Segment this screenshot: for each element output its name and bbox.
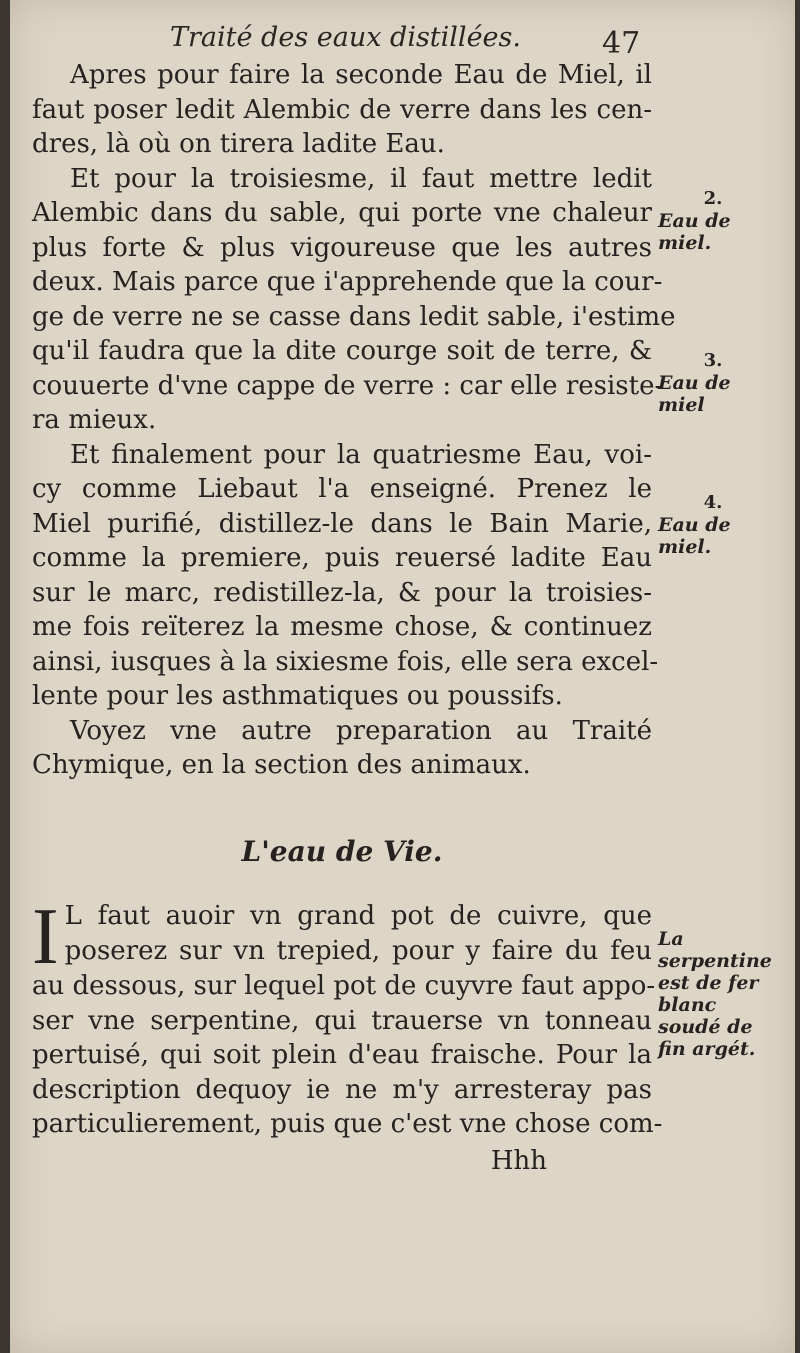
text-line: L faut auoir vn grand pot de cuivre, que xyxy=(64,901,652,931)
paragraph xyxy=(32,714,652,783)
text-line: deux. Mais parce que i'apprehende que la cour- xyxy=(32,267,663,297)
paragraph xyxy=(32,58,652,162)
paragraph xyxy=(32,893,663,1142)
text-line: Et pour la troisiesme, il faut mettre ledit xyxy=(70,163,652,194)
text-line: cy comme Liebaut l'a enseigné. Prenez le xyxy=(32,474,652,504)
note-number: 2. xyxy=(703,188,723,209)
text-line: me fois reïterez la mesme chose, & continuez xyxy=(32,612,652,642)
note-number: 3. xyxy=(703,350,723,371)
text-line: Miel purifié, distillez-le dans le Bain Marie, xyxy=(32,508,652,539)
note-text: Eau de miel. xyxy=(658,514,731,558)
text-line: Et finalement pour la quatriesme Eau, voi- xyxy=(70,439,652,470)
text-line: ser vne serpentine, qui trauerse vn tonneau xyxy=(32,1005,652,1036)
text-line: plus forte & plus vigoureuse que les autres xyxy=(32,232,652,263)
text-line: ge de verre ne se casse dans ledit sable, i'estime xyxy=(32,301,676,332)
note-text: Eau de miel xyxy=(658,372,731,416)
note-text: Eau de miel. xyxy=(658,210,731,254)
text-line: lente pour les asthmatiques ou poussifs. xyxy=(32,681,563,711)
text-line: Apres pour faire la seconde Eau de Miel, il xyxy=(70,60,652,90)
text-line: sur le marc, redistillez-la, & pour la troisies- xyxy=(32,577,652,608)
text-line: couuerte d'vne cappe de verre : car elle resiste- xyxy=(32,370,664,401)
text-line: qu'il faudra que la dite courge soit de terre, & xyxy=(32,336,652,366)
paragraph xyxy=(32,162,676,438)
text-line: ra mieux. xyxy=(32,405,157,435)
text-line: particulierement, puis que c'est vne chose com- xyxy=(32,1109,663,1139)
margin-note xyxy=(658,188,768,254)
text-line: faut poser ledit Alembic de verre dans les cen- xyxy=(32,94,652,125)
margin-note xyxy=(658,492,768,558)
book-page xyxy=(10,0,795,1353)
note-text: La serpentine est de fer blanc soudé de fin argét. xyxy=(658,928,772,1060)
text-line: poserez sur vn trepied, pour y faire du feu xyxy=(64,935,652,966)
margin-note xyxy=(658,350,768,416)
text-line: description dequoy ie ne m'y arresteray pas xyxy=(32,1074,652,1105)
text-line: comme la premiere, puis reuersé ladite Eau xyxy=(32,543,652,573)
note-number: 4. xyxy=(703,492,723,513)
text-line: Alembic dans du sable, qui porte vne chaleur xyxy=(32,198,652,228)
catchword: Hhh xyxy=(490,1145,547,1176)
text-line: Voyez vne autre preparation au Traité xyxy=(70,715,652,746)
text-line: ainsi, iusques à la sixiesme fois, elle sera excel- xyxy=(32,646,659,677)
text-line: pertuisé, qui soit plein d'eau fraische. Pour la xyxy=(32,1040,652,1070)
main-text xyxy=(32,58,676,1178)
text-line: au dessous, sur lequel pot de cuyvre faut appo- xyxy=(32,971,656,1001)
margin-note xyxy=(658,928,772,1060)
paragraph xyxy=(32,438,659,714)
page-number: 47 xyxy=(602,26,641,61)
drop-cap: I xyxy=(32,893,59,981)
text-line: dres, là où on tirera ladite Eau. xyxy=(32,129,445,159)
text-line: Chymique, en la section des animaux. xyxy=(32,750,531,780)
running-title: Traité des eaux distillées. xyxy=(170,22,521,53)
section-heading: L'eau de Vie. xyxy=(241,834,443,868)
